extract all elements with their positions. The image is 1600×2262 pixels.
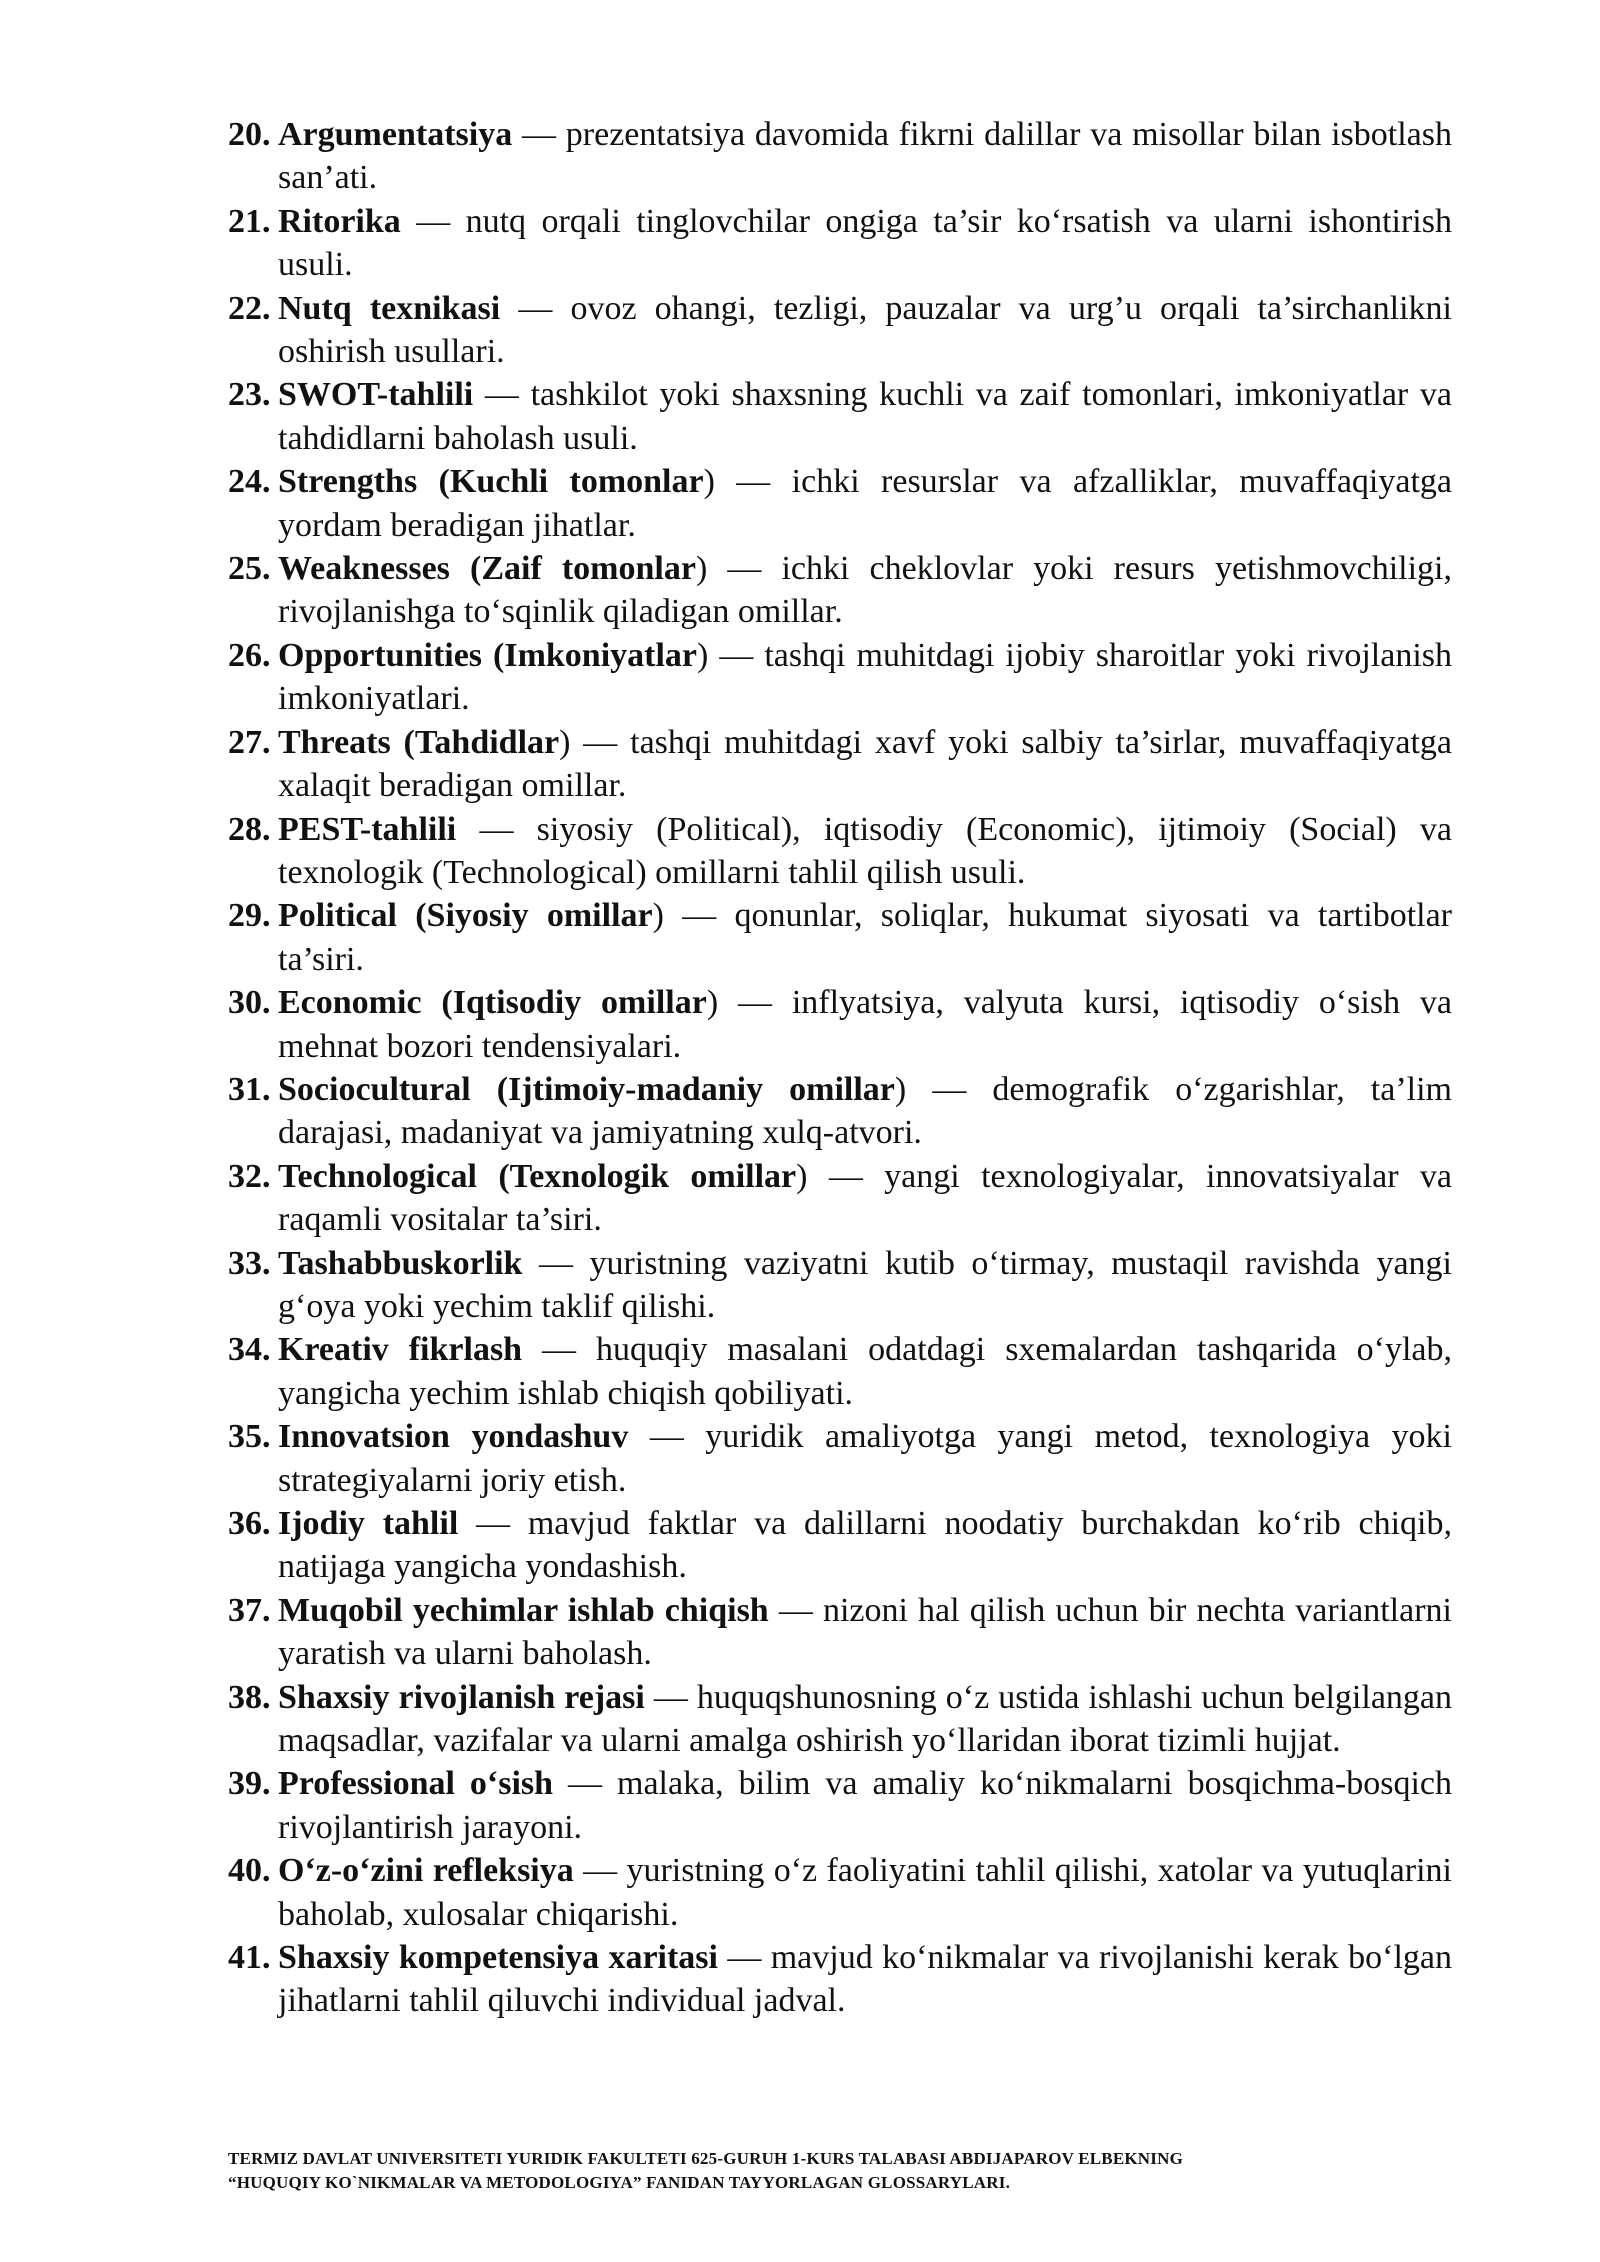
entry-number: 23. (228, 376, 271, 414)
glossary-entry (228, 373, 1452, 460)
entry-term-close: ) (894, 1070, 907, 1108)
glossary-entry (228, 721, 1452, 808)
glossary-entry (228, 1762, 1452, 1849)
glossary-entry (228, 1328, 1452, 1415)
entry-term: Ritorika (278, 202, 401, 240)
entry-term: Opportunities (Imkoniyatlar (278, 636, 698, 674)
entry-number: 36. (228, 1505, 271, 1542)
entry-definition: — yuristning o‘z faoliyatini tahlil qilishi, xatolar va yutuqlarini baholab, xulosalar chiqarishi. (278, 1852, 1452, 1933)
glossary-entry (228, 547, 1452, 634)
entry-term: Sociocultural (Ijtimoiy-madaniy omillar (278, 1070, 895, 1108)
glossary-entry (228, 113, 1452, 200)
entry-number: 37. (228, 1591, 271, 1629)
entry-number: 33. (228, 1244, 271, 1282)
entry-term-close: ) (652, 897, 664, 935)
entry-number: 25. (228, 550, 271, 588)
entry-term: Technological (Texnologik omillar (278, 1157, 797, 1195)
entry-definition: — yuristning vaziyatni kutib o‘tirmay, mustaqil ravishda yangi g‘oya yoki yechim taklif qilishi. (278, 1244, 1452, 1325)
entry-definition: — tashkilot yoki shaxsning kuchli va zaif tomonlari, imkoniyatlar va tahdidlarni baholash usuli. (278, 376, 1452, 457)
entry-definition: — inflyatsiya, valyuta kursi, iqtisodiy o‘sish va mehnat bozori tendensiyalari. (278, 984, 1453, 1065)
entry-term: Argumentatsiya (278, 116, 513, 153)
glossary-entry (228, 1502, 1452, 1589)
entry-number: 32. (228, 1157, 271, 1195)
entry-definition: — mavjud faktlar va dalillarni noodatiy burchakdan ko‘rib chiqib, natijaga yangicha yondashish. (278, 1505, 1452, 1586)
entry-number: 39. (228, 1765, 271, 1803)
entry-number: 31. (228, 1070, 271, 1108)
glossary-entry (228, 1589, 1452, 1676)
entry-term-close: ) (706, 984, 719, 1022)
entry-term: Economic (Iqtisodiy omillar (278, 984, 707, 1022)
entry-term: Professional o‘sish (278, 1765, 554, 1803)
glossary-entry (228, 1849, 1452, 1936)
entry-term: Ijodiy tahlil (278, 1505, 459, 1542)
entry-number: 26. (228, 636, 271, 674)
glossary-entry (228, 460, 1452, 547)
glossary-entry (228, 1155, 1452, 1242)
entry-definition: — nizoni hal qilish uchun bir nechta variantlarni yaratish va ularni baholash. (278, 1591, 1452, 1673)
page-footer (228, 2147, 1488, 2195)
entry-number: 38. (228, 1678, 271, 1716)
entry-number: 24. (228, 463, 271, 501)
entry-number: 35. (228, 1418, 271, 1456)
glossary-entry (228, 1415, 1452, 1502)
entry-definition: — ovoz ohangi, tezligi, pauzalar va urg’u orqali ta’sirchanlikni oshirish usullari. (278, 289, 1452, 371)
entry-number: 27. (228, 723, 271, 761)
footer-line-1: TERMIZ DAVLAT UNIVERSITETI YURIDIK FAKULTETI 625-GURUH 1-KURS TALABASI ABDIJAPAROV ELBEKNING (228, 2149, 1184, 2168)
footer-line-2: “HUQUQIY KO`NIKMALAR VA METODOLOGIYA” FANIDAN TAYYORLAGAN GLOSSARYLARI. (228, 2173, 1011, 2192)
entry-definition: — nutq orqali tinglovchilar ongiga ta’sir ko‘rsatish va ularni ishontirish usuli. (278, 202, 1452, 284)
entry-term: Threats (Tahdidlar (278, 723, 560, 761)
entry-definition: — ichki resurslar va afzalliklar, muvaffaqiyatga yordam beradigan jihatlar. (278, 463, 1452, 544)
entry-number: 30. (228, 984, 271, 1022)
glossary-entry (228, 894, 1452, 981)
entry-term-close: ) (796, 1157, 808, 1195)
glossary-entry (228, 200, 1452, 287)
entry-term-close: ) (695, 550, 708, 588)
entry-term: Shaxsiy kompetensiya xaritasi (278, 1939, 718, 1977)
entry-term: Shaxsiy rivojlanish rejasi (278, 1678, 645, 1716)
entry-number: 22. (228, 289, 271, 327)
entry-number: 28. (228, 810, 271, 848)
glossary-entry (228, 1068, 1452, 1155)
entry-number: 34. (228, 1331, 271, 1369)
entry-term: Innovatsion yondashuv (278, 1418, 629, 1456)
entry-term-close: ) (559, 723, 571, 761)
entry-number: 20. (228, 116, 271, 153)
entry-term: Muqobil yechimlar ishlab chiqish (278, 1591, 769, 1629)
entry-definition: — tashqi muhitdagi ijobiy sharoitlar yoki rivojlanish imkoniyatlari. (278, 636, 1452, 718)
glossary-entry (228, 634, 1452, 721)
entry-term: Political (Siyosiy omillar (278, 897, 653, 935)
entry-term-close: ) (703, 463, 715, 501)
entry-definition: — huquqshunosning o‘z ustida ishlashi uchun belgilangan maqsadlar, vazifalar va ularni amalga oshirish yo‘llaridan iborat tizimli hujjat. (278, 1678, 1452, 1760)
entry-definition: — demografik o‘zgarishlar, ta’lim darajasi, madaniyat va jamiyatning xulq-atvori. (278, 1070, 1452, 1152)
entry-definition: — prezentatsiya davomida fikrni dalillar va misollar bilan isbotlash san’ati. (278, 116, 1452, 197)
glossary-list (228, 113, 1452, 2023)
entry-definition: — malaka, bilim va amaliy ko‘nikmalarni bosqichma-bosqich rivojlantirish jarayoni. (278, 1765, 1452, 1846)
entry-term: O‘z-o‘zini refleksiya (278, 1852, 574, 1890)
entry-term: SWOT-tahlili (278, 376, 474, 414)
entry-definition: — qonunlar, soliqlar, hukumat siyosati va tartibotlar ta’siri. (278, 897, 1452, 978)
glossary-entry (228, 1936, 1452, 2023)
entry-definition: — yangi texnologiyalar, innovatsiyalar va raqamli vositalar ta’siri. (278, 1157, 1453, 1239)
glossary-entry (228, 1676, 1452, 1763)
entry-definition: — yuridik amaliyotga yangi metod, texnologiya yoki strategiyalarni joriy etish. (278, 1418, 1453, 1499)
glossary-entry (228, 1242, 1452, 1329)
entry-number: 21. (228, 202, 271, 240)
entry-number: 40. (228, 1852, 271, 1890)
entry-number: 41. (228, 1939, 271, 1977)
entry-term: Tashabbuskorlik (278, 1244, 523, 1282)
entry-definition: — mavjud ko‘nikmalar va rivojlanishi kerak bo‘lgan jihatlarni tahlil qiluvchi individual jadval. (278, 1939, 1453, 2020)
glossary-entry (228, 981, 1452, 1068)
entry-term-close: ) (697, 636, 709, 674)
entry-term: Nutq texnikasi (278, 289, 501, 327)
entry-definition: — huquqiy masalani odatdagi sxemalardan tashqarida o‘ylab, yangicha yechim ishlab chiqish qobiliyati. (278, 1331, 1452, 1412)
glossary-entry (228, 287, 1452, 374)
entry-definition: — tashqi muhitdagi xavf yoki salbiy ta’sirlar, muvaffaqiyatga xalaqit beradigan omillar. (278, 723, 1452, 805)
entry-number: 29. (228, 897, 271, 935)
entry-term: Strengths (Kuchli tomonlar (278, 463, 704, 501)
entry-term: Weaknesses (Zaif tomonlar (278, 550, 696, 588)
glossary-entry (228, 808, 1452, 895)
entry-definition: — ichki cheklovlar yoki resurs yetishmovchiligi, rivojlanishga to‘sqinlik qiladigan omillar. (278, 550, 1452, 631)
entry-term: PEST-tahlili (278, 810, 457, 848)
entry-definition: — siyosiy (Political), iqtisodiy (Economic), ijtimoiy (Social) va texnologik (Technological) omillarni tahlil qilish usuli. (278, 810, 1452, 891)
entry-term: Kreativ fikrlash (278, 1331, 523, 1369)
